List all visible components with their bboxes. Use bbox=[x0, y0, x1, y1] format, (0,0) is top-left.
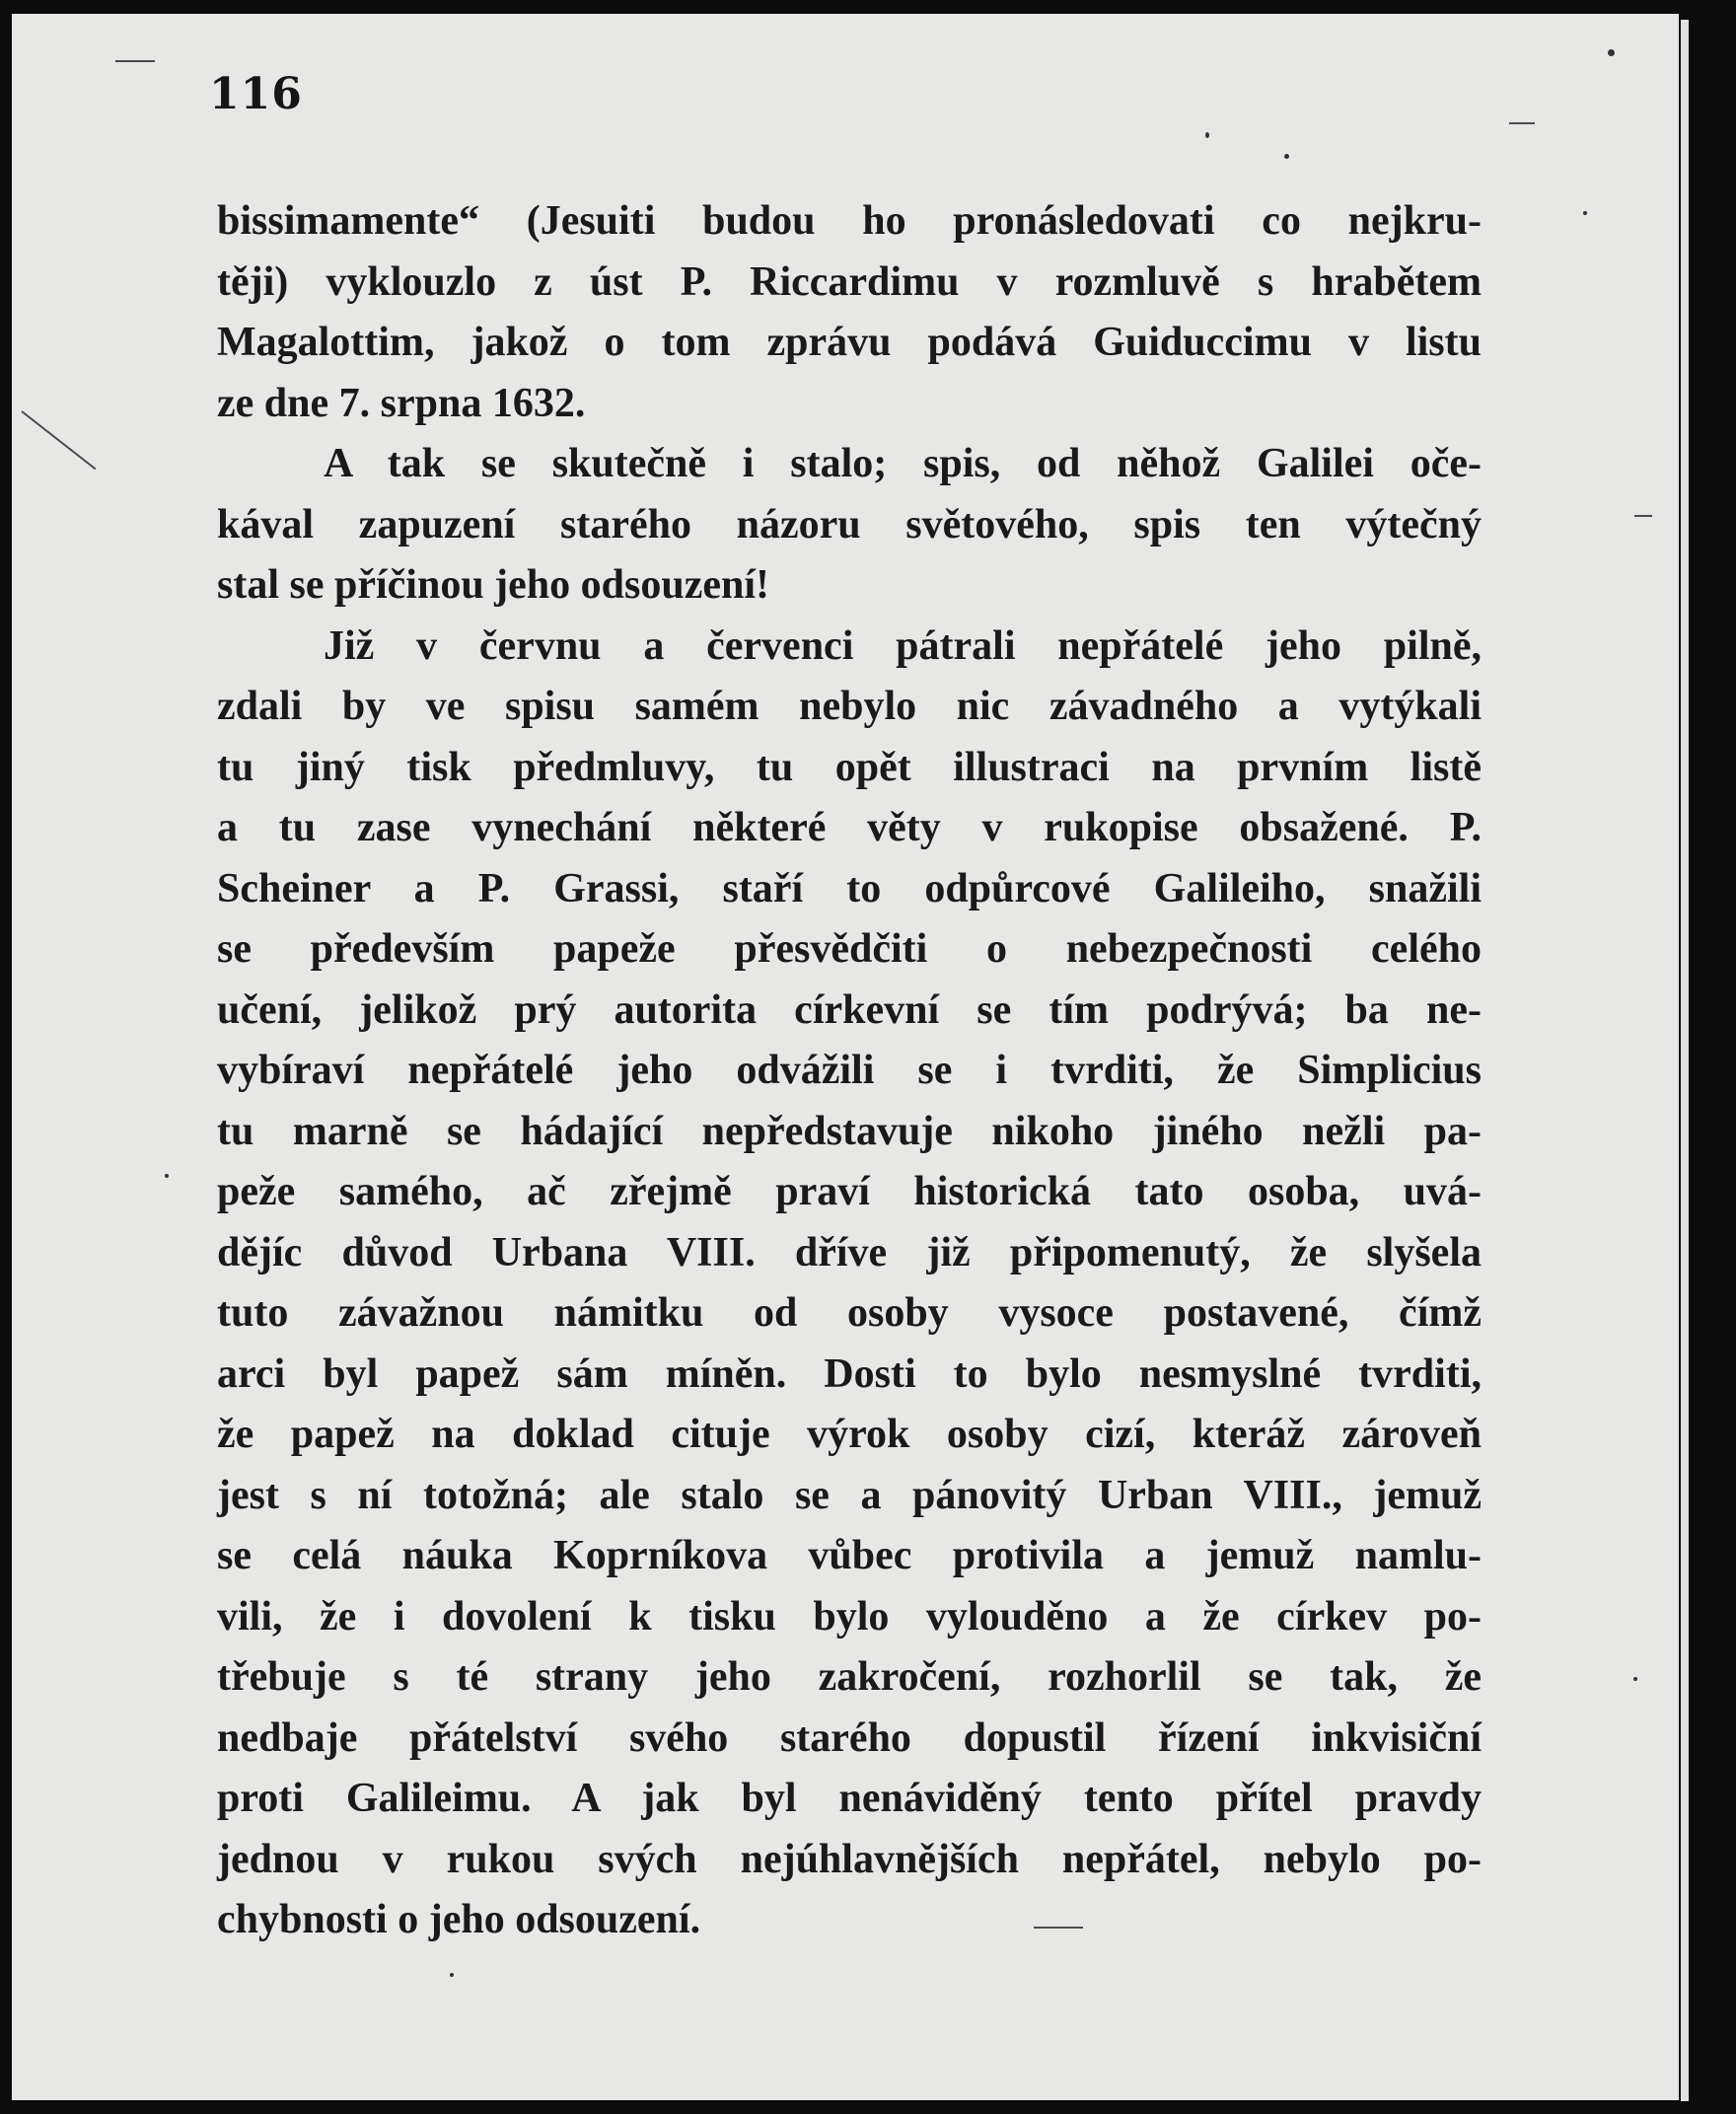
text-line: bissimamente“ (Jesuiti budou ho pronásledovati co nejkru- bbox=[217, 198, 1482, 244]
scan-mark bbox=[1509, 122, 1535, 124]
scan-speck bbox=[1608, 49, 1615, 56]
scan-speck bbox=[1633, 1677, 1637, 1681]
text-line: jednou v rukou svých nejúhlavnějších nepřátel, nebylo po- bbox=[217, 1836, 1482, 1882]
text-line: Magalottim, jakož o tom zprávu podává Guiduccimu v listu bbox=[217, 320, 1482, 365]
text-line: že papež na doklad cituje výrok osoby cizí, kteráž zároveň bbox=[217, 1412, 1482, 1457]
text-line: učení, jelikož prý autorita církevní se tím podrývá; ba ne- bbox=[217, 986, 1482, 1033]
text-line: chybnosti o jeho odsouzení. bbox=[217, 1897, 701, 1942]
text-line: Scheiner a P. Grassi, staří to odpůrcové Galileiho, snažili bbox=[217, 865, 1482, 911]
text-line: se celá náuka Koprníkova vůbec protivila a jemuž namlu- bbox=[217, 1533, 1482, 1578]
text-line: ze dne 7. srpna 1632. bbox=[217, 380, 586, 426]
scan-mark bbox=[21, 410, 96, 470]
text-line: nedbaje přátelství svého starého dopustil řízení inkvisiční bbox=[217, 1714, 1482, 1761]
text-line: proti Galileimu. A jak byl nenáviděný tento přítel pravdy bbox=[217, 1776, 1482, 1821]
page-edge bbox=[1681, 20, 1689, 2101]
scan-speck bbox=[165, 1174, 169, 1178]
text-line: stal se příčinou jeho odsouzení! bbox=[217, 562, 770, 608]
text-line: A tak se skutečně i stalo; spis, od něhož Galilei oče- bbox=[324, 441, 1482, 486]
text-line: tuto závažnou námitku od osoby vysoce postavené, čímž bbox=[217, 1290, 1482, 1336]
scan-mark bbox=[115, 60, 155, 62]
text-line: Již v červnu a červenci pátrali nepřátelé jeho pilně, bbox=[324, 622, 1482, 669]
text-line: vili, že i dovolení k tisku bylo vylouděno a že církev po- bbox=[217, 1593, 1482, 1640]
scan-speck bbox=[1583, 211, 1587, 215]
text-line: peže samého, ač zřejmě praví historická tato osoba, uvá- bbox=[217, 1169, 1482, 1214]
scan-speck bbox=[1284, 154, 1289, 159]
text-line: se především papeže přesvědčiti o nebezpečnosti celého bbox=[217, 926, 1482, 972]
text-line: a tu zase vynechání některé věty v rukopise obsažené. P. bbox=[217, 805, 1482, 850]
text-line: vybíraví nepřátelé jeho odvážili se i tvrditi, že Simplicius bbox=[217, 1048, 1482, 1093]
text-line: zdali by ve spisu samém nebylo nic závadného a vytýkali bbox=[217, 684, 1482, 729]
scan-speck bbox=[1205, 132, 1209, 138]
book-page bbox=[12, 14, 1679, 2100]
scan-mark bbox=[1034, 1927, 1083, 1929]
text-line: třebuje s té strany jeho zakročení, rozhorlil se tak, že bbox=[217, 1654, 1482, 1700]
text-line: arci byl papež sám míněn. Dosti to bylo nesmyslné tvrditi, bbox=[217, 1350, 1482, 1397]
text-line: dějíc důvod Urbana VIII. dříve již připomenutý, že slyšela bbox=[217, 1229, 1482, 1276]
scan-speck bbox=[450, 1973, 454, 1977]
text-line: kával zapuzení starého názoru světového, spis ten výtečný bbox=[217, 501, 1482, 547]
body-text bbox=[217, 191, 1482, 1951]
page-number: 116 bbox=[209, 69, 303, 119]
text-line: jest s ní totožná; ale stalo se a pánovitý Urban VIII., jemuž bbox=[217, 1472, 1482, 1518]
scan-mark bbox=[1634, 515, 1652, 517]
text-line: tu jiný tisk předmluvy, tu opět illustraci na prvním listě bbox=[217, 744, 1482, 790]
text-line: tu marně se hádající nepředstavuje nikoho jiného nežli pa- bbox=[217, 1108, 1482, 1154]
text-line: těji) vyklouzlo z úst P. Riccardimu v rozmluvě s hrabětem bbox=[217, 258, 1482, 305]
